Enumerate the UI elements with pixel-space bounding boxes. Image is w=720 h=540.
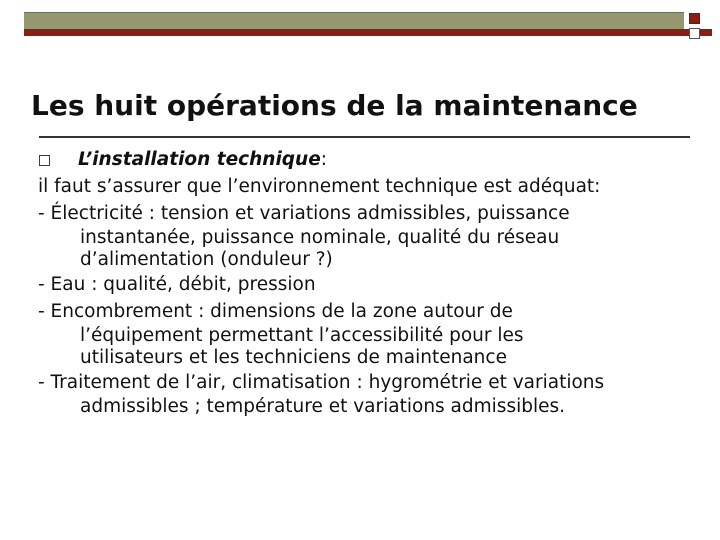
list-item	[38, 200, 710, 271]
list-item-text: - Électricité : tension et variations admissibles, puissance	[38, 203, 570, 224]
slide-title: Les huit opérations de la maintenance	[31, 89, 638, 122]
heading-colon: :	[320, 149, 327, 170]
header-band	[24, 12, 684, 30]
list-item	[38, 298, 710, 369]
slide-body	[38, 146, 710, 418]
list-item-continuation: utilisateurs et les techniciens de maintenance	[80, 347, 507, 368]
title-divider	[39, 136, 690, 138]
list-item-text: - Eau : qualité, débit, pression	[38, 274, 316, 295]
header-accent-line	[24, 29, 712, 36]
list-item-text: - Traitement de l’air, climatisation : hygrométrie et variations	[38, 372, 605, 393]
list-item-continuation: l’équipement permettant l’accessibilité pour les	[80, 325, 524, 346]
list-item	[38, 369, 710, 418]
heading-text: L’installation technique	[78, 149, 321, 170]
list-item-continuation: d’alimentation (onduleur ?)	[80, 249, 333, 270]
outline-square-icon	[689, 28, 700, 39]
list-item	[38, 271, 710, 298]
list-item-continuation: instantanée, puissance nominale, qualité du réseau	[80, 227, 560, 248]
square-bullet-icon	[39, 155, 50, 166]
bullet-heading	[38, 146, 710, 173]
red-square-icon	[689, 13, 700, 24]
list-item-text: - Encombrement : dimensions de la zone autour de	[38, 301, 513, 322]
list-item-continuation: admissibles ; température et variations admissibles.	[80, 396, 566, 417]
intro-text: il faut s’assurer que l’environnement technique est adéquat:	[38, 176, 601, 197]
